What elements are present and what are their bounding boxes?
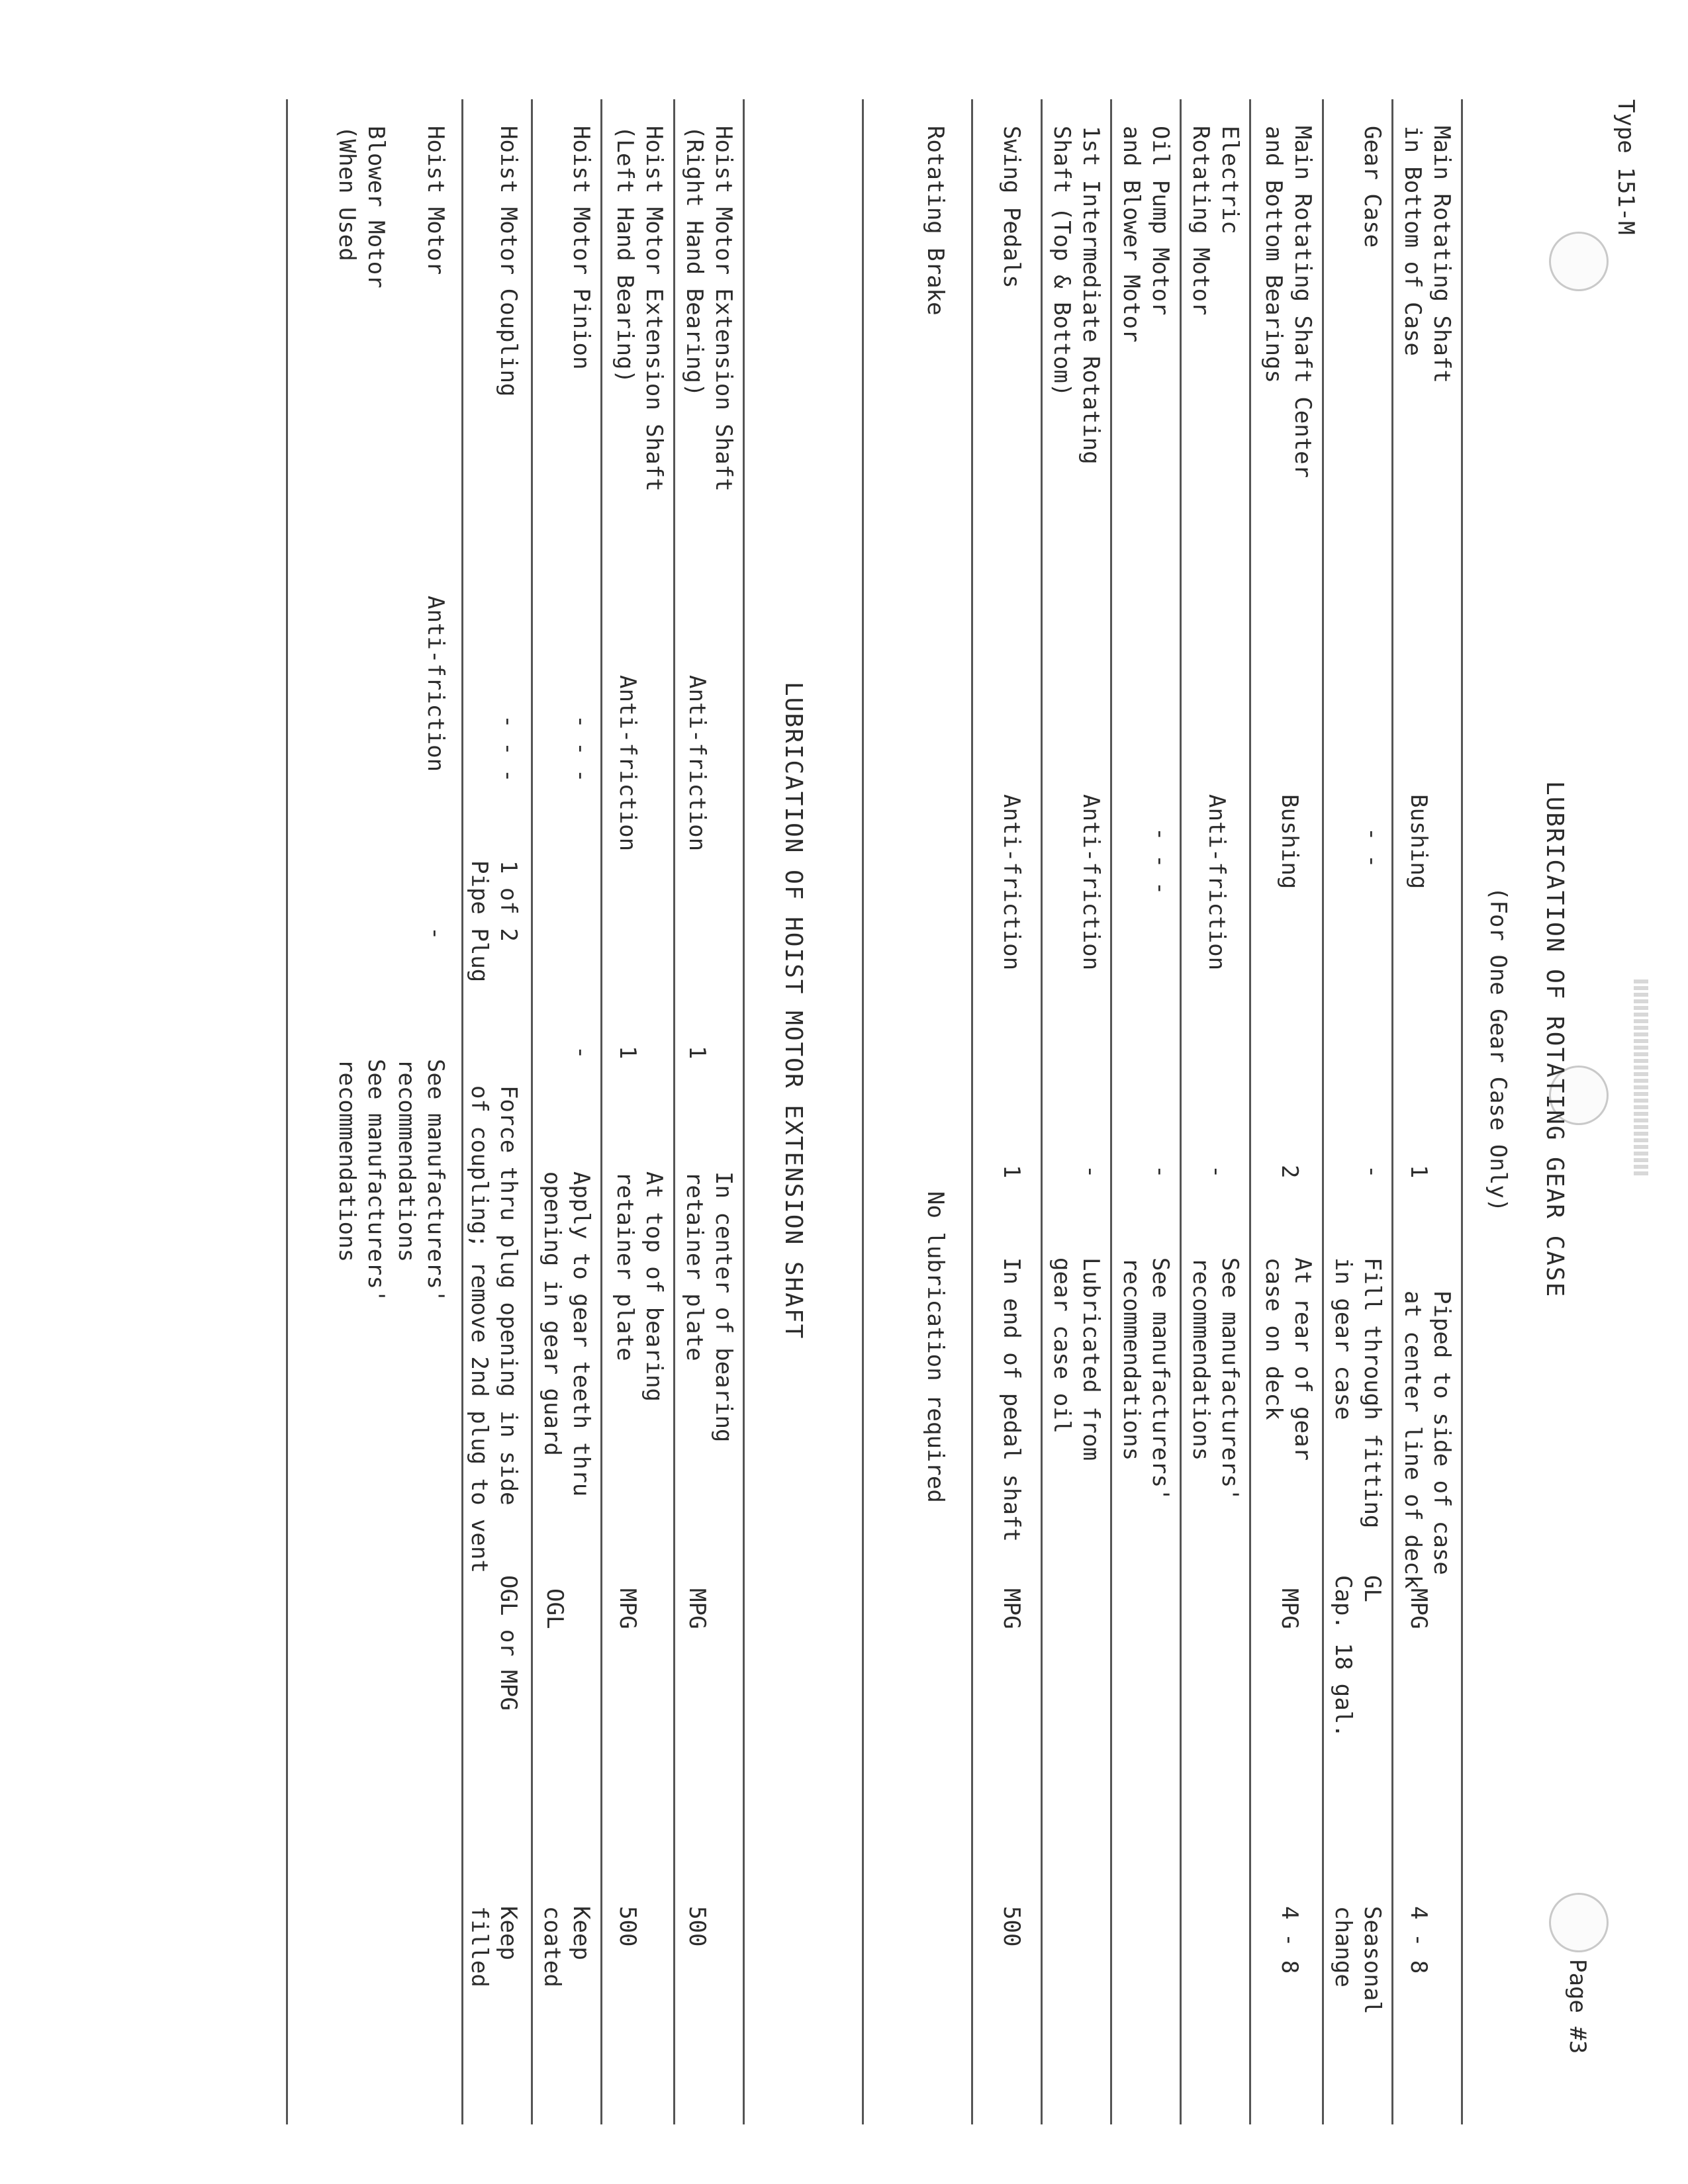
- location-cell: Apply to gear teeth thru opening in gear guard: [539, 1171, 594, 1497]
- lubricant-cell: MPG: [1276, 1588, 1303, 1629]
- lubricant-cell: MPG: [684, 1588, 710, 1629]
- part-cell: Main Rotating Shaft in Bottom of Case: [1399, 126, 1455, 383]
- part-cell: Oil Pump Motor and Blower Motor: [1118, 126, 1174, 343]
- part-cell: Main Rotating Shaft Center and Bottom Bearings: [1260, 126, 1316, 478]
- bearing-cell: - -: [1359, 827, 1385, 868]
- interval-cell: 4 - 8: [1276, 1906, 1303, 1974]
- row-divider: [673, 99, 675, 2124]
- row-divider: [286, 99, 288, 2124]
- interval-cell: Keep coated: [539, 1906, 594, 1987]
- row-divider: [1391, 99, 1393, 2124]
- qty-cell: 1: [998, 1165, 1025, 1179]
- part-cell: Hoist Motor: [422, 126, 449, 275]
- punch-hole: [1549, 1893, 1609, 1952]
- section1-subtitle: (For One Gear Case Only): [1485, 887, 1511, 1212]
- lubricant-cell: GL Cap. 18 gal.: [1330, 1575, 1385, 1738]
- location-cell: At top of bearing retainer plate: [612, 1171, 667, 1402]
- qty-cell: 2: [1276, 1165, 1303, 1179]
- bearing-cell: Anti-friction: [422, 596, 449, 772]
- row-divider: [862, 99, 864, 2124]
- qty-cell: -: [1078, 1165, 1104, 1179]
- interval-cell: Seasonal change: [1330, 1906, 1385, 2015]
- part-cell: Blower Motor (When Used: [334, 126, 389, 289]
- row-divider: [1110, 99, 1112, 2124]
- qty-cell: 1 of 2 Pipe Plug: [466, 860, 522, 983]
- part-cell: Hoist Motor Extension Shaft (Right Hand Bearing): [681, 126, 737, 492]
- section2-title: LUBRICATION OF HOIST MOTOR EXTENSION SHAFT: [780, 682, 807, 1340]
- bearing-cell: Anti-friction: [1203, 794, 1230, 971]
- location-cell: Lubricated from gear case oil: [1049, 1257, 1104, 1461]
- location-cell: At rear of gear case on deck: [1260, 1257, 1316, 1461]
- lubricant-cell: MPG: [1405, 1588, 1432, 1629]
- lubricant-cell: OGL: [541, 1588, 568, 1629]
- section1-title: LUBRICATION OF ROTATING GEAR CASE: [1541, 781, 1568, 1298]
- qty-cell: -: [422, 927, 449, 940]
- part-cell: Hoist Motor Pinion: [568, 126, 594, 370]
- location-cell: See manufacturers' recommendations: [1118, 1257, 1174, 1502]
- bearing-cell: - - -: [495, 715, 522, 783]
- location-cell: Fill through fitting in gear case: [1330, 1257, 1385, 1529]
- interval-cell: Keep filled: [466, 1906, 522, 1987]
- qty-cell: -: [1147, 1165, 1174, 1179]
- part-cell: Electric Rotating Motor: [1188, 126, 1243, 316]
- punch-hole: [1549, 232, 1609, 291]
- page-number: Page #3: [1564, 1959, 1591, 2054]
- interval-cell: 500: [614, 1906, 641, 1947]
- row-divider: [971, 99, 973, 2124]
- bearing-cell: Anti-friction: [998, 794, 1025, 971]
- bearing-cell: - - -: [568, 715, 594, 783]
- lubricant-cell: MPG: [614, 1588, 641, 1629]
- row-divider: [1041, 99, 1043, 2124]
- location-cell: Piped to side of case at center line of deck: [1399, 1291, 1455, 1589]
- qty-cell: -: [568, 1046, 594, 1060]
- lubricant-cell: MPG: [998, 1588, 1025, 1629]
- row-divider: [600, 99, 602, 2124]
- row-divider: [1322, 99, 1324, 2124]
- qty-cell: -: [1359, 1165, 1385, 1179]
- location-cell: In center of bearing retainer plate: [681, 1171, 737, 1443]
- bearing-cell: - - -: [1147, 827, 1174, 895]
- qty-cell: 1: [614, 1046, 641, 1060]
- faint-stamp: [1634, 979, 1648, 1178]
- bearing-cell: Anti-friction: [684, 675, 710, 852]
- lubricant-cell: OGL or MPG: [495, 1575, 522, 1711]
- location-cell: See manufacturers' recommendations: [334, 1059, 389, 1303]
- bearing-cell: Anti-friction: [614, 675, 641, 852]
- bearing-cell: Bushing: [1276, 794, 1303, 889]
- interval-cell: 4 - 8: [1405, 1906, 1432, 1974]
- part-cell: 1st Intermediate Rotating Shaft (Top & Bottom): [1049, 126, 1104, 465]
- location-cell: No lubrication required: [922, 1191, 949, 1503]
- part-cell: Swing Pedals: [998, 126, 1025, 289]
- type-label: Type 151-M: [1613, 99, 1639, 235]
- row-divider: [743, 99, 745, 2124]
- bearing-cell: Anti-friction: [1078, 794, 1104, 971]
- location-cell: In end of pedal shaft: [998, 1257, 1025, 1542]
- location-cell: See manufacturers' recommendations: [393, 1059, 449, 1303]
- qty-cell: 1: [684, 1046, 710, 1060]
- row-divider: [1461, 99, 1463, 2124]
- row-divider: [531, 99, 533, 2124]
- qty-cell: -: [1203, 1165, 1230, 1179]
- part-cell: Gear Case: [1359, 126, 1385, 248]
- part-cell: Hoist Motor Coupling: [495, 126, 522, 397]
- qty-cell: 1: [1405, 1165, 1432, 1179]
- row-divider: [1180, 99, 1182, 2124]
- interval-cell: 500: [998, 1906, 1025, 1947]
- interval-cell: 500: [684, 1906, 710, 1947]
- row-divider: [461, 99, 463, 2124]
- part-cell: Hoist Motor Extension Shaft (Left Hand Bearing): [612, 126, 667, 492]
- bearing-cell: Bushing: [1405, 794, 1432, 889]
- location-cell: Force thru plug opening in side of coupling; remove 2nd plug to vent: [466, 1085, 522, 1573]
- row-divider: [1249, 99, 1251, 2124]
- location-cell: See manufacturers' recommendations: [1188, 1257, 1243, 1502]
- part-cell: Rotating Brake: [922, 126, 949, 316]
